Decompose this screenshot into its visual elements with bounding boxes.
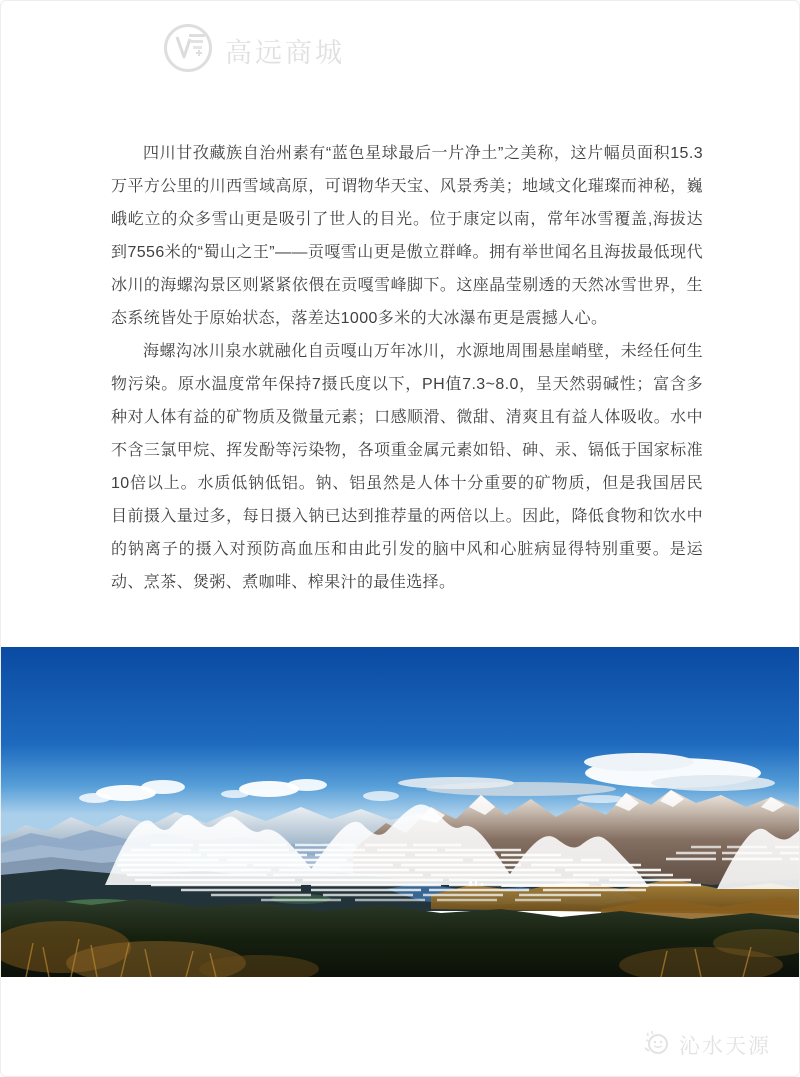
paragraph-water-quality: 海螺沟冰川泉水就融化自贡嘎山万年冰川，水源地周围悬崖峭壁，未经任何生物污染。原水温度常年保持7摄氏度以下，PH值7.3~8.0，呈天然弱碱性；富含多种对人体有益的矿物质及微量元素；口感顺滑、微甜、清爽且有益人体吸收。水中不含三氯甲烷、挥发酚等污染物，各项重金属元素如铅、砷、汞、镉低于国家标准10倍以上。水质低钠低铝。钠、铝虽然是人体十分重要的矿物质，但是我国居民目前摄入量过多，每日摄入钠已达到推荐量的两倍以上。因此，降低食物和饮水中的钠离子的摄入对预防高血压和由此引发的脑中风和心脏病显得特别重要。是运动、烹茶、煲粥、煮咖啡、榨果汁的最佳选择。 (111, 343, 703, 591)
gaoyuan-logo-icon (163, 23, 213, 78)
article-body (111, 137, 703, 599)
qinshui-logo-text: 沁水天源 (679, 1034, 771, 1058)
paragraph-region-intro: 四川甘孜藏族自治州素有“蓝色星球最后一片净土”之美称，这片幅员面积15.3万平方公里的川西雪域高原，可谓物华天宝、风景秀美；地域文化璀璨而神秘，巍峨屹立的众多雪山更是吸引了世人的目光。位于康定以南，常年冰雪覆盖,海拔达到7556米的“蜀山之王”——贡嘎雪山更是傲立群峰。拥有举世闻名且海拔最低现代冰川的海螺沟景区则紧紧依偎在贡嘎雪峰脚下。这座晶莹剔透的天然冰雪世界，生态系统皆处于原始状态，落差达1000多米的大冰瀑布更是震撼人心。 (111, 145, 703, 327)
gaoyuan-logo-text: 高远商城 (225, 38, 345, 68)
qinshui-logo-icon (642, 1027, 672, 1062)
gaoyuan-mall-logo (163, 23, 345, 78)
qinshui-tianyuan-logo (642, 1027, 771, 1062)
mountain-landscape-photo (1, 647, 800, 977)
